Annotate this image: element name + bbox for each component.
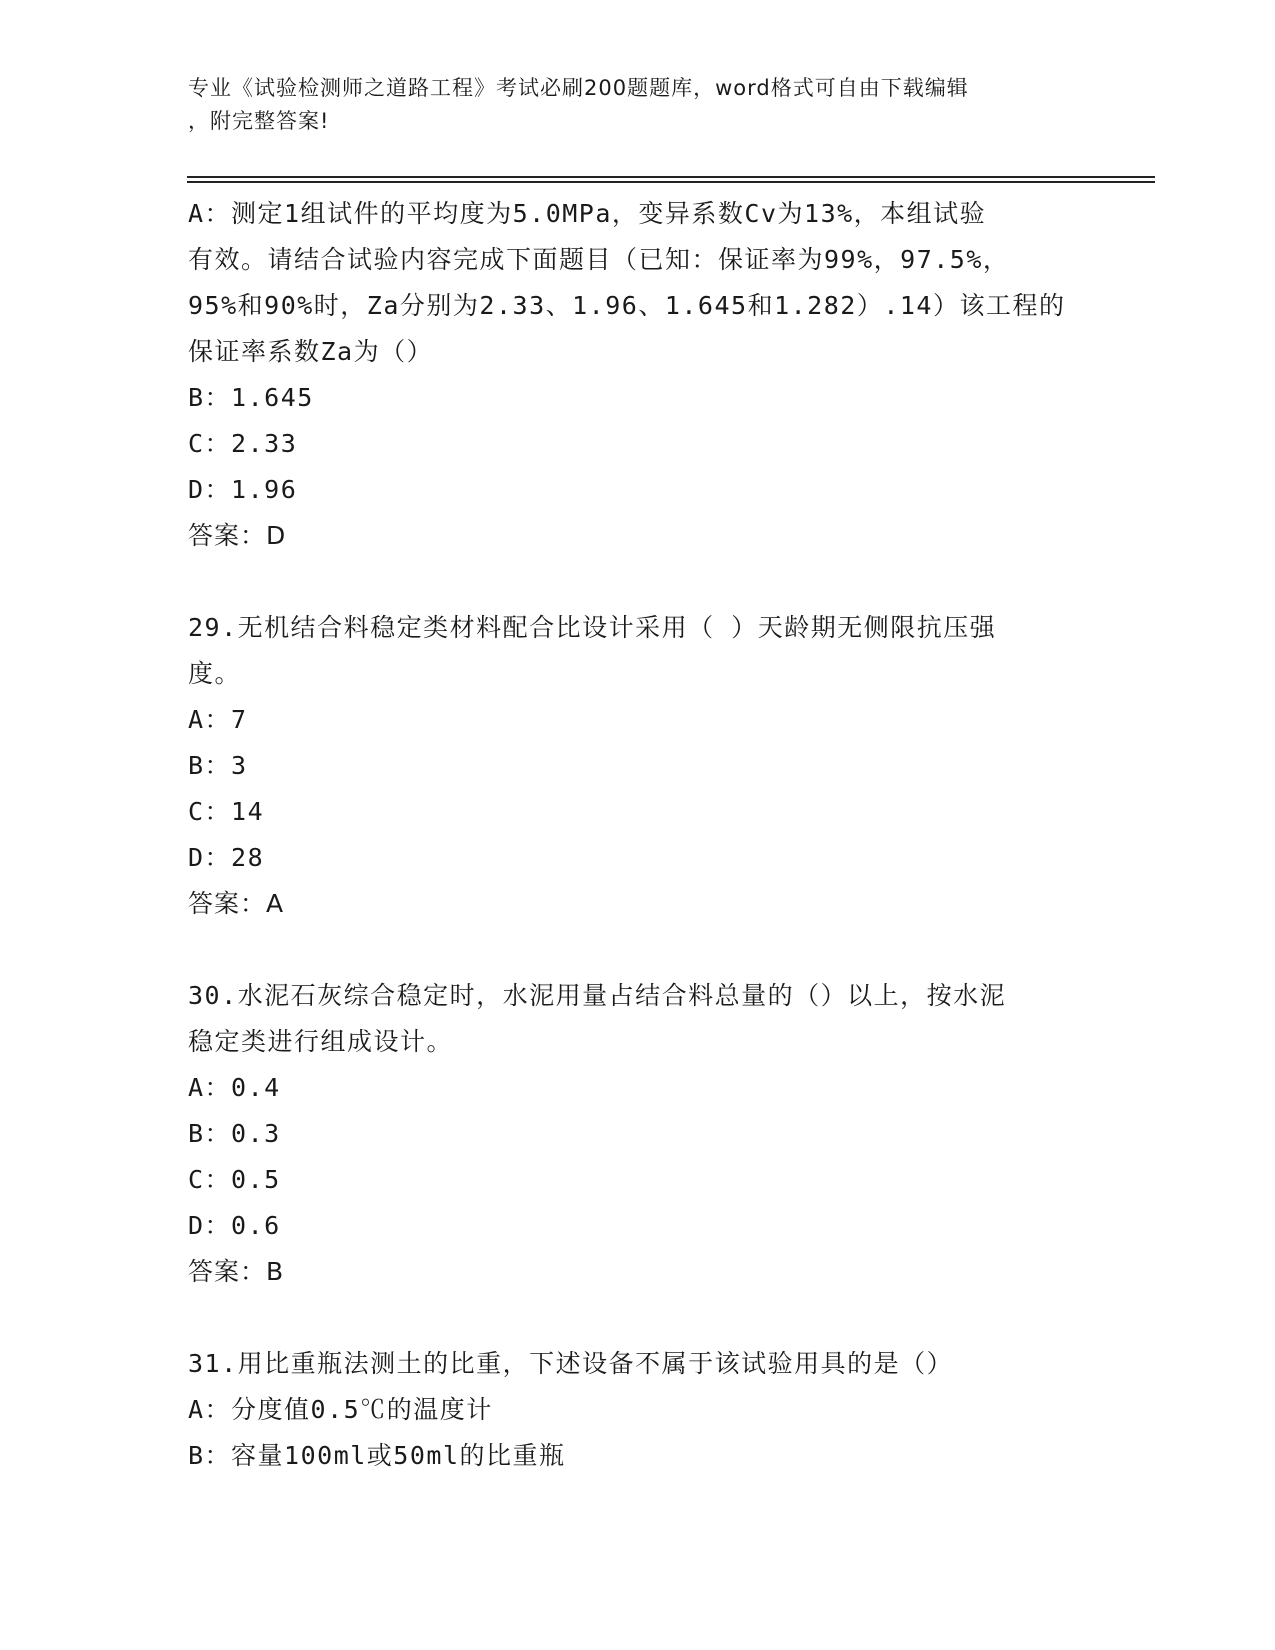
question-text-line: 保证率系数Za为（） bbox=[188, 337, 434, 366]
answer-line: 答案：D bbox=[188, 521, 287, 550]
option-c: C：2.33 bbox=[188, 429, 298, 458]
document-header bbox=[188, 72, 1088, 138]
question-block bbox=[188, 191, 1088, 559]
option-b: B：3 bbox=[188, 751, 248, 780]
option-d: D：1.96 bbox=[188, 475, 298, 504]
answer-line: 答案：A bbox=[188, 889, 285, 918]
spacer bbox=[188, 927, 1088, 973]
header-divider-bottom bbox=[187, 181, 1155, 183]
question-text-line: 有效。请结合试验内容完成下面题目（已知：保证率为99%，97.5%， bbox=[188, 245, 1010, 274]
question-text-line: 95%和90%时，Za分别为2.33、1.96、1.645和1.282）.14）该工程的 bbox=[188, 291, 1066, 320]
question-text-line: A：测定1组试件的平均度为5.0MPa，变异系数Cv为13%，本组试验 bbox=[188, 199, 987, 228]
option-c: C：14 bbox=[188, 797, 265, 826]
spacer bbox=[188, 1295, 1088, 1341]
header-line-1: 专业《试验检测师之道路工程》考试必刷200题题库，word格式可自由下载编辑 bbox=[188, 76, 969, 100]
option-b: B：0.3 bbox=[188, 1119, 281, 1148]
question-text-line: 30.水泥石灰综合稳定时，水泥用量占结合料总量的（）以上，按水泥 bbox=[188, 981, 1007, 1010]
question-text-line: 31.用比重瓶法测土的比重，下述设备不属于该试验用具的是（） bbox=[188, 1349, 954, 1378]
option-b: B：1.645 bbox=[188, 383, 314, 412]
answer-line: 答案：B bbox=[188, 1257, 285, 1286]
option-c: C：0.5 bbox=[188, 1165, 281, 1194]
spacer bbox=[188, 559, 1088, 605]
question-text-line: 稳定类进行组成设计。 bbox=[188, 1027, 454, 1056]
question-block bbox=[188, 973, 1088, 1295]
option-a: A：分度值0.5℃的温度计 bbox=[188, 1395, 493, 1424]
option-b: B：容量100ml或50ml的比重瓶 bbox=[188, 1441, 566, 1470]
header-line-2: ，附完整答案! bbox=[188, 109, 330, 133]
option-a: A：7 bbox=[188, 705, 248, 734]
option-a: A：0.4 bbox=[188, 1073, 281, 1102]
question-text-line: 29.无机结合料稳定类材料配合比设计采用（ ）天龄期无侧限抗压强 bbox=[188, 613, 997, 642]
option-d: D：0.6 bbox=[188, 1211, 281, 1240]
question-block bbox=[188, 605, 1088, 927]
option-d: D：28 bbox=[188, 843, 265, 872]
question-block bbox=[188, 1341, 1088, 1479]
question-list bbox=[188, 191, 1088, 1479]
header-divider-top bbox=[187, 176, 1155, 178]
question-text-line: 度。 bbox=[188, 659, 242, 688]
